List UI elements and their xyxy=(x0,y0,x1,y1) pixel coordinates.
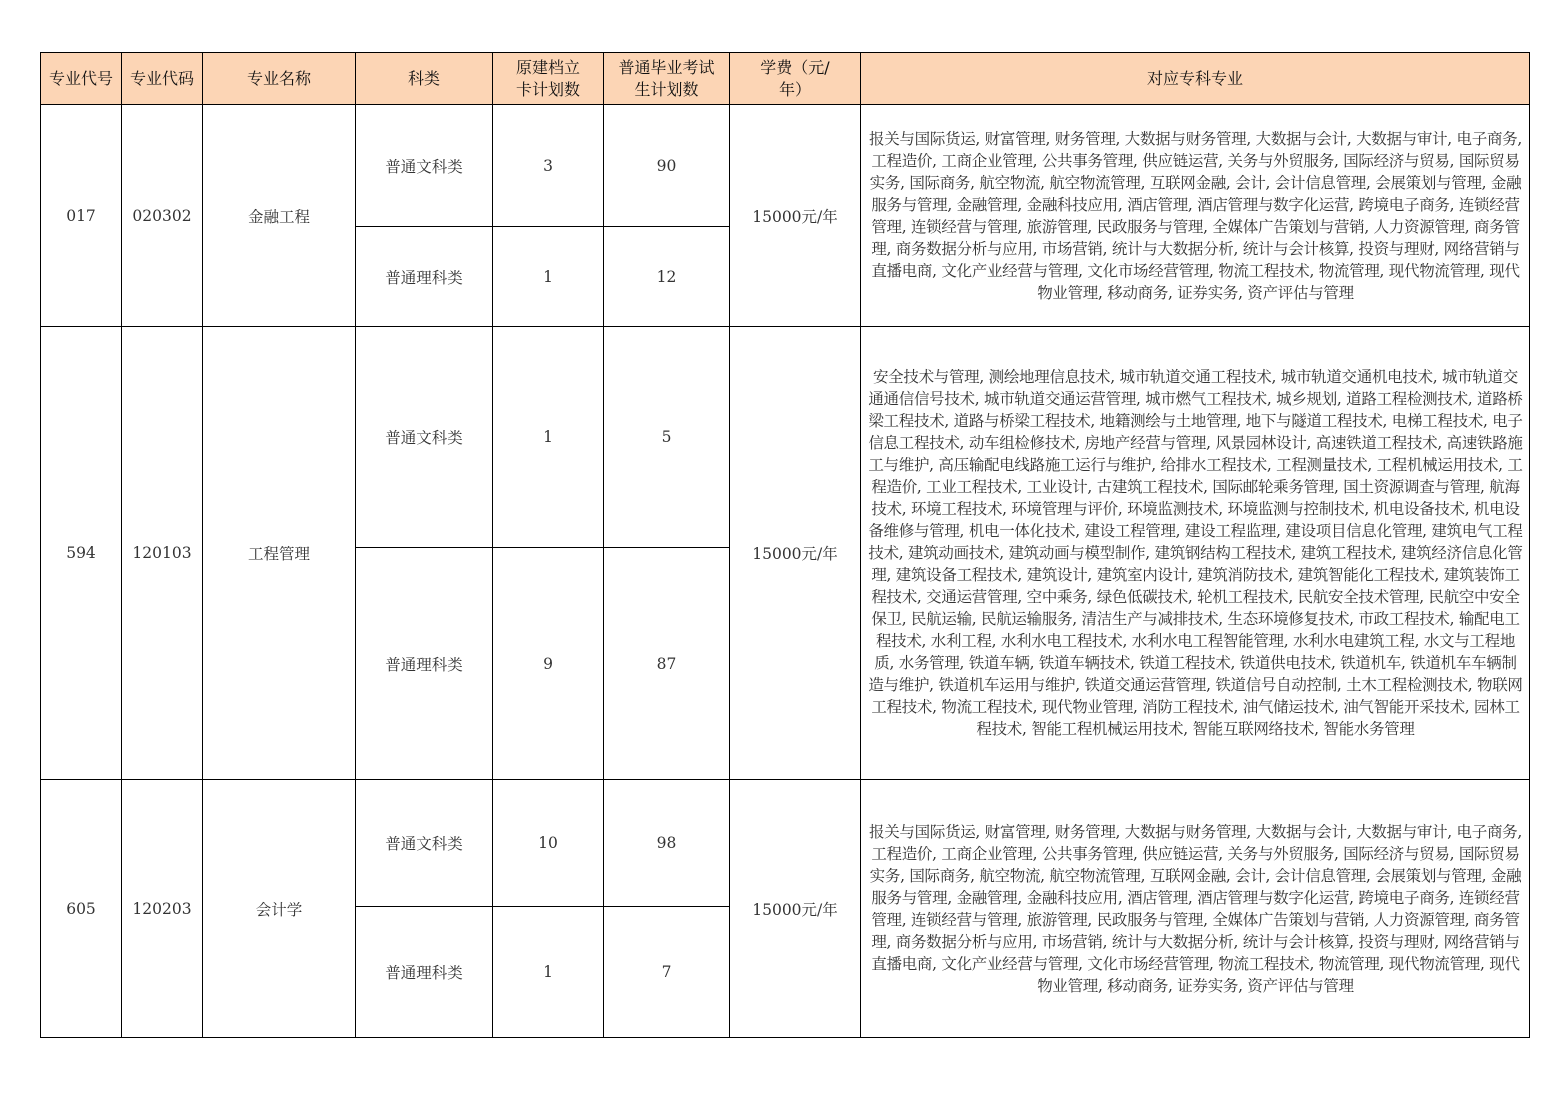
category-cell: 普通文科类 xyxy=(356,780,493,907)
record-plan-cell: 1 xyxy=(493,907,604,1038)
header-code: 专业代号 xyxy=(41,53,122,105)
major-code-cell: 120103 xyxy=(122,327,203,780)
table-header xyxy=(41,53,1530,105)
related-majors-cell: 报关与国际货运, 财富管理, 财务管理, 大数据与财务管理, 大数据与会计, 大数据与审计, 电子商务, 工程造价, 工商企业管理, 公共事务管理, 供应链运营, 关务与外贸服务, 国际经济与贸易, 国际贸易实务, 国际商务, 航空物流, 航空物流管理, 互联网金融, 会计, 会计信息管理, 会展策划与管理, 金融服务与管理, 金融管理, 金融科技应用, 酒店管理, 酒店管理与数字化运营, 跨境电子商务, 连锁经营管理, 连锁经营与管理, 旅游管理, 民政服务与管理, 全媒体广告策划与营销, 人力资源管理, 商务管理, 商务数据分析与应用, 市场营销, 统计与大数据分析, 统计与会计核算, 投资与理财, 网络营销与直播电商, 文化产业经营与管理, 文化市场经营管理, 物流工程技术, 物流管理, 现代物流管理, 现代物业管理, 移动商务, 证券实务, 资产评估与管理 xyxy=(861,105,1530,327)
header-major-name: 专业名称 xyxy=(203,53,356,105)
record-plan-cell: 10 xyxy=(493,780,604,907)
major-name-cell: 会计学 xyxy=(203,780,356,1038)
table-row xyxy=(41,327,1530,548)
header-record-plan: 原建档立卡计划数 xyxy=(493,53,604,105)
header-category: 科类 xyxy=(356,53,493,105)
header-related-majors: 对应专科专业 xyxy=(861,53,1530,105)
table-row xyxy=(41,105,1530,227)
general-plan-cell: 12 xyxy=(604,227,730,327)
code-cell: 017 xyxy=(41,105,122,327)
category-cell: 普通文科类 xyxy=(356,105,493,227)
code-cell: 605 xyxy=(41,780,122,1038)
general-plan-cell: 90 xyxy=(604,105,730,227)
major-code-cell: 120203 xyxy=(122,780,203,1038)
category-cell: 普通理科类 xyxy=(356,907,493,1038)
header-major-code: 专业代码 xyxy=(122,53,203,105)
category-cell: 普通理科类 xyxy=(356,227,493,327)
record-plan-cell: 9 xyxy=(493,548,604,780)
related-majors-cell: 报关与国际货运, 财富管理, 财务管理, 大数据与财务管理, 大数据与会计, 大数据与审计, 电子商务, 工程造价, 工商企业管理, 公共事务管理, 供应链运营, 关务与外贸服务, 国际经济与贸易, 国际贸易实务, 国际商务, 航空物流, 航空物流管理, 互联网金融, 会计, 会计信息管理, 会展策划与管理, 金融服务与管理, 金融管理, 金融科技应用, 酒店管理, 酒店管理与数字化运营, 跨境电子商务, 连锁经营管理, 连锁经营与管理, 旅游管理, 民政服务与管理, 全媒体广告策划与营销, 人力资源管理, 商务管理, 商务数据分析与应用, 市场营销, 统计与大数据分析, 统计与会计核算, 投资与理财, 网络营销与直播电商, 文化产业经营与管理, 文化市场经营管理, 物流工程技术, 物流管理, 现代物流管理, 现代物业管理, 移动商务, 证券实务, 资产评估与管理 xyxy=(861,780,1530,1038)
code-cell: 594 xyxy=(41,327,122,780)
general-plan-cell: 98 xyxy=(604,780,730,907)
related-majors-cell: 安全技术与管理, 测绘地理信息技术, 城市轨道交通工程技术, 城市轨道交通机电技术, 城市轨道交通通信信号技术, 城市轨道交通运营管理, 城市燃气工程技术, 城乡规划, 道路工程检测技术, 道路桥梁工程技术, 道路与桥梁工程技术, 地籍测绘与土地管理, 地下与隧道工程技术, 电梯工程技术, 电子信息工程技术, 动车组检修技术, 房地产经营与管理, 风景园林设计, 高速铁道工程技术, 高速铁路施工与维护, 高压输配电线路施工运行与维护, 给排水工程技术, 工程测量技术, 工程机械运用技术, 工程造价, 工业工程技术, 工业设计, 古建筑工程技术, 国际邮轮乘务管理, 国土资源调查与管理, 航海技术, 环境工程技术, 环境管理与评价, 环境监测技术, 环境监测与控制技术, 机电设备技术, 机电设备维修与管理, 机电一体化技术, 建设工程管理, 建设工程监理, 建设项目信息化管理, 建筑电气工程技术, 建筑动画技术, 建筑动画与模型制作, 建筑钢结构工程技术, 建筑工程技术, 建筑经济信息化管理, 建筑设备工程技术, 建筑设计, 建筑室内设计, 建筑消防技术, 建筑智能化工程技术, 建筑装饰工程技术, 交通运营管理, 空中乘务, 绿色低碳技术, 轮机工程技术, 民航安全技术管理, 民航空中安全保卫, 民航运输, 民航运输服务, 清洁生产与减排技术, 生态环境修复技术, 市政工程技术, 输配电工程技术, 水利工程, 水利水电工程技术, 水利水电工程智能管理, 水利水电建筑工程, 水文与工程地质, 水务管理, 铁道车辆, 铁道车辆技术, 铁道工程技术, 铁道供电技术, 铁道机车, 铁道机车车辆制造与维护, 铁道机车运用与维护, 铁道交通运营管理, 铁道信号自动控制, 土木工程检测技术, 物联网工程技术, 物流工程技术, 现代物业管理, 消防工程技术, 油气储运技术, 油气智能开采技术, 园林工程技术, 智能工程机械运用技术, 智能互联网络技术, 智能水务管理 xyxy=(861,327,1530,780)
category-cell: 普通文科类 xyxy=(356,327,493,548)
tuition-cell: 15000元/年 xyxy=(730,327,861,780)
major-code-cell: 020302 xyxy=(122,105,203,327)
major-name-cell: 工程管理 xyxy=(203,327,356,780)
category-cell: 普通理科类 xyxy=(356,548,493,780)
major-name-cell: 金融工程 xyxy=(203,105,356,327)
header-general-plan: 普通毕业考试生计划数 xyxy=(604,53,730,105)
enrollment-plan-table xyxy=(40,52,1530,1038)
record-plan-cell: 3 xyxy=(493,105,604,227)
header-tuition: 学费（元/年） xyxy=(730,53,861,105)
general-plan-cell: 87 xyxy=(604,548,730,780)
tuition-cell: 15000元/年 xyxy=(730,780,861,1038)
general-plan-cell: 7 xyxy=(604,907,730,1038)
record-plan-cell: 1 xyxy=(493,327,604,548)
tuition-cell: 15000元/年 xyxy=(730,105,861,327)
general-plan-cell: 5 xyxy=(604,327,730,548)
record-plan-cell: 1 xyxy=(493,227,604,327)
table-row xyxy=(41,780,1530,907)
